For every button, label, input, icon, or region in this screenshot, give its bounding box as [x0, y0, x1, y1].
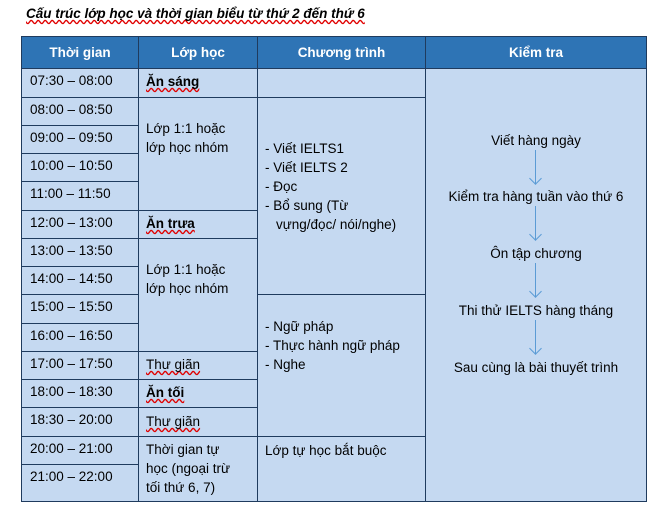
- class-cell-relax1: [138, 351, 258, 380]
- arrow-down-icon: [530, 263, 542, 297]
- time-cell: 20:00 – 21:00: [21, 436, 139, 465]
- dinner-label: Ăn tối: [146, 385, 185, 400]
- program-item: vựng/đọc/ nói/nghe): [276, 217, 397, 232]
- time-cell: 21:00 – 22:00: [21, 464, 139, 502]
- check-step-monthly-mock: Thi thử IELTS hàng tháng: [458, 303, 614, 318]
- program-item: - Bổ sung (Từ: [265, 198, 349, 213]
- time-cell: 13:00 – 13:50: [21, 238, 139, 267]
- time-cell: 12:00 – 13:00: [21, 210, 139, 239]
- program-item: - Đọc: [265, 179, 298, 194]
- time-cell: 09:00 – 09:50: [21, 125, 139, 154]
- program-item: - Nghe: [265, 357, 306, 372]
- time-cell: 16:00 – 16:50: [21, 323, 139, 352]
- program-item: - Viết IELTS 2: [265, 160, 348, 175]
- header-program: Chương trình: [257, 36, 426, 69]
- program-selfstudy-label: Lớp tự học bắt buộc: [265, 443, 387, 458]
- arrow-down-icon: [530, 150, 542, 184]
- class-cell-lunch: [138, 210, 258, 239]
- time-cell: 18:00 – 18:30: [21, 379, 139, 408]
- time-cell: 07:30 – 08:00: [21, 68, 139, 98]
- time-cell: 10:00 – 10:50: [21, 153, 139, 182]
- relax1-label: Thư giãn: [146, 357, 201, 372]
- program-cell-empty: [257, 68, 426, 98]
- afternoon-class-line1: Lớp 1:1 hoặc: [146, 262, 226, 277]
- check-cell: [425, 68, 647, 502]
- lunch-label: Ăn trưa: [146, 216, 195, 231]
- class-cell-relax2: [138, 407, 258, 437]
- arrow-down-icon: [530, 206, 542, 240]
- class-cell-breakfast: [138, 68, 258, 98]
- relax2-label: Thư giãn: [146, 414, 201, 429]
- afternoon-class-line2: lớp học nhóm: [146, 281, 229, 296]
- time-cell: 14:00 – 14:50: [21, 266, 139, 295]
- header-check: Kiểm tra: [425, 36, 647, 69]
- check-step-weekly-test: Kiểm tra hàng tuần vào thứ 6: [448, 189, 624, 204]
- selfstudy-line2: học (ngoại trừ: [146, 461, 231, 476]
- breakfast-label: Ăn sáng: [146, 74, 200, 89]
- check-step-daily-writing: Viết hàng ngày: [491, 133, 581, 148]
- program-cell-grammar-listening: [257, 294, 426, 437]
- class-cell-selfstudy: [138, 436, 258, 502]
- time-cell: 15:00 – 15:50: [21, 294, 139, 324]
- header-class: Lớp học: [138, 36, 258, 69]
- time-cell: 11:00 – 11:50: [21, 181, 139, 211]
- class-cell-morning: [138, 97, 258, 211]
- arrow-down-icon: [530, 320, 542, 354]
- selfstudy-line3: tối thứ 6, 7): [146, 480, 216, 495]
- header-time: Thời gian: [21, 36, 139, 69]
- check-step-final-presentation: Sau cùng là bài thuyết trình: [453, 360, 619, 375]
- time-cell: 18:30 – 20:00: [21, 407, 139, 437]
- program-item: - Viết IELTS1: [265, 141, 345, 156]
- program-cell-writing-reading: [257, 97, 426, 295]
- time-cell: 08:00 – 08:50: [21, 97, 139, 126]
- document-title: Cấu trúc lớp học và thời gian biểu từ thứ 2 đến thứ 6: [26, 6, 365, 21]
- program-item: - Ngữ pháp: [265, 319, 334, 334]
- morning-class-line2: lớp học nhóm: [146, 140, 229, 155]
- check-step-chapter-review: Ôn tập chương: [490, 246, 582, 261]
- selfstudy-line1: Thời gian tự: [146, 442, 220, 457]
- class-cell-afternoon: [138, 238, 258, 352]
- morning-class-line1: Lớp 1:1 hoặc: [146, 121, 226, 136]
- time-cell: 17:00 – 17:50: [21, 351, 139, 380]
- program-item: - Thực hành ngữ pháp: [265, 338, 400, 353]
- program-cell-selfstudy: [257, 436, 426, 502]
- class-cell-dinner: [138, 379, 258, 408]
